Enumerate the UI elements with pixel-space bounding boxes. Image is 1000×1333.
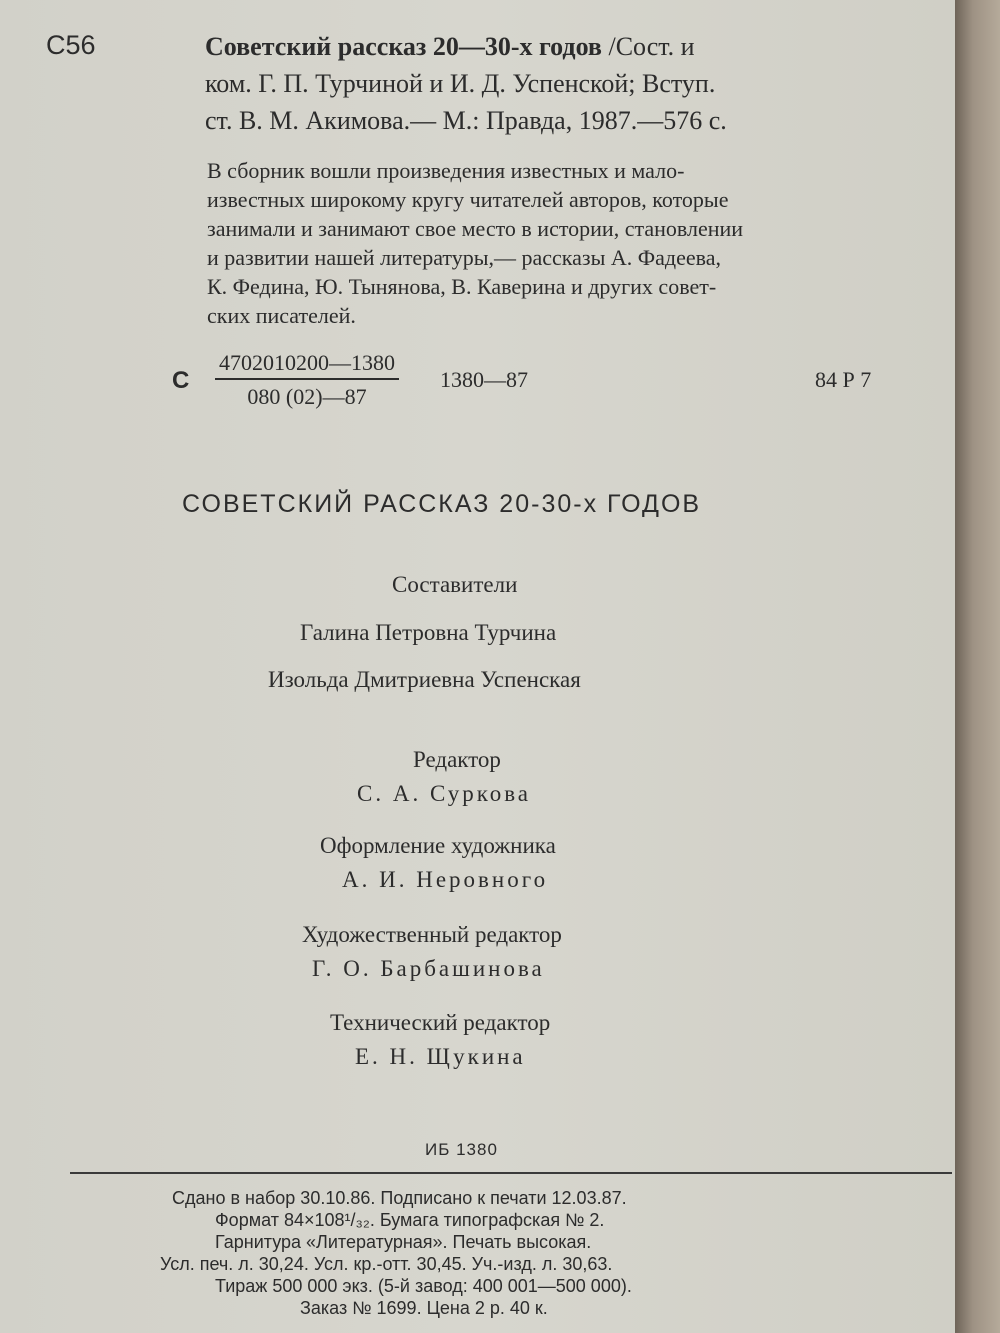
- page-edge-shadow: [955, 0, 1000, 1333]
- annotation-line: К. Федина, Ю. Тынянова, В. Каверина и других совет-: [207, 274, 717, 299]
- tech-editor-label: Технический редактор: [330, 1010, 551, 1035]
- editor-label: Редактор: [413, 747, 501, 772]
- imprint-line: Усл. печ. л. 30,24. Усл. кр.-отт. 30,45. Уч.-изд. л. 30,63.: [160, 1254, 613, 1274]
- compiler-2: Изольда Дмитриевна Успенская: [268, 667, 581, 692]
- catalog-code: С56: [46, 30, 96, 60]
- imprint-line: Заказ № 1699. Цена 2 р. 40 к.: [300, 1298, 548, 1318]
- bbk-index: 84 Р 7: [815, 367, 872, 392]
- biblio-line-1: Советский рассказ 20—30-х годов /Сост. и: [205, 32, 695, 61]
- fraction-denominator: 080 (02)—87: [247, 384, 367, 409]
- annotation-line: В сборник вошли произведения известных и мало-: [207, 158, 685, 183]
- editor-name: С. А. Суркова: [357, 781, 531, 806]
- classification-fraction: [215, 350, 399, 410]
- imprint-line: Гарнитура «Литературная». Печать высокая.: [215, 1232, 592, 1252]
- imprint-line: Формат 84×108¹/₃₂. Бумага типографская № 2.: [215, 1210, 605, 1230]
- book-title: СОВЕТСКИЙ РАССКАЗ 20-30-х ГОДОВ: [182, 490, 702, 518]
- biblio-title: Советский рассказ 20—30-х годов: [205, 32, 602, 61]
- ib-number: ИБ 1380: [425, 1140, 498, 1159]
- design-label: Оформление художника: [320, 833, 556, 858]
- annotation-line: и развитии нашей литературы,— рассказы А. Фадеева,: [207, 245, 722, 270]
- art-editor-label: Художественный редактор: [302, 922, 562, 947]
- biblio-line-3: ст. В. М. Акимова.— М.: Правда, 1987.—576 с.: [205, 106, 727, 135]
- annotation-line: ских писателей.: [207, 303, 356, 328]
- annotation-line: занимали и занимают свое место в истории, становлении: [207, 216, 744, 241]
- bibliographic-record: [205, 28, 727, 139]
- art-editor-name: Г. О. Барбашинова: [312, 956, 545, 981]
- classification-letter: С: [172, 367, 190, 394]
- divider: [70, 1172, 952, 1174]
- fraction-numerator: 4702010200—1380: [215, 350, 399, 380]
- tech-editor-name: Е. Н. Щукина: [355, 1044, 526, 1069]
- compiler-1: Галина Петровна Турчина: [300, 620, 557, 645]
- imprint-line: Тираж 500 000 экз. (5-й завод: 400 001—500 000).: [215, 1276, 632, 1296]
- annotation-line: известных широкому кругу читателей авторов, которые: [207, 187, 729, 212]
- compilers-label: Составители: [392, 572, 518, 597]
- designer-name: А. И. Неровного: [342, 867, 549, 892]
- imprint-line: Сдано в набор 30.10.86. Подписано к печати 12.03.87.: [172, 1188, 627, 1208]
- imprint-block: [160, 1187, 632, 1319]
- biblio-line-2: ком. Г. П. Турчиной и И. Д. Успенской; Вступ.: [205, 69, 716, 98]
- annotation: [207, 156, 887, 330]
- classification-number: 1380—87: [440, 367, 528, 392]
